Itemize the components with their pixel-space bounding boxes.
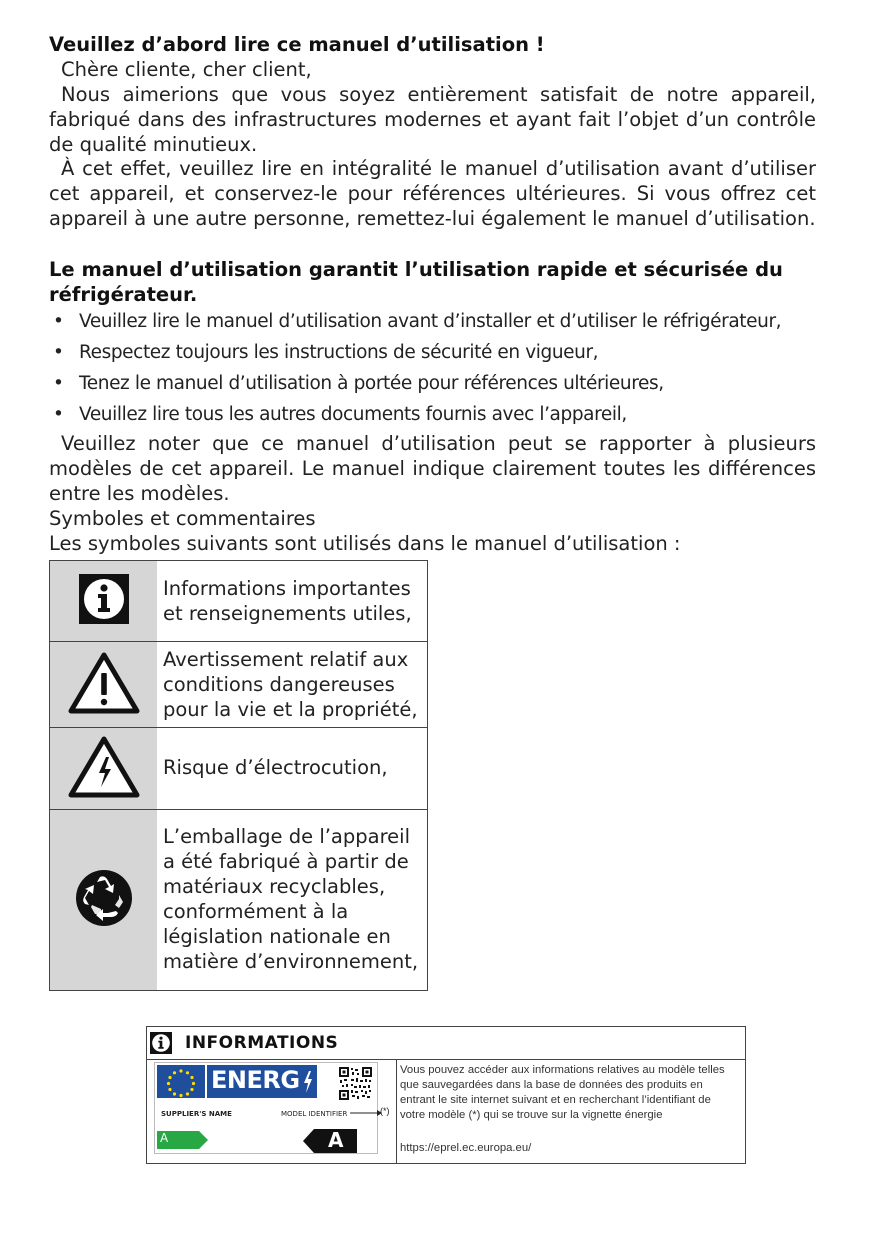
- energy-word: ENERG: [211, 1066, 300, 1094]
- bullet-text: Tenez le manuel d’utilisation à portée pour références ultérieures,: [79, 373, 664, 394]
- guide-note-text: Veuillez noter que ce manuel d’utilisation peut se rapporter à plusieurs modèles de cet appareil. Le manuel indique clairement toutes les différences entre les modèles.: [49, 432, 816, 505]
- model-identifier: MODEL IDENTIFIER: [281, 1110, 348, 1118]
- symbol-description: Risque d’électrocution,: [163, 756, 388, 779]
- bullet-item: [49, 402, 829, 433]
- info-icon: [79, 574, 129, 628]
- bullet-dot: •: [53, 404, 64, 425]
- bullet-text: Veuillez lire tous les autres documents fournis avec l’appareil,: [79, 404, 627, 425]
- symbol-description: Avertissement relatif aux conditions dangereuses pour la vie et la propriété,: [163, 648, 418, 721]
- info-icon: [150, 1032, 172, 1058]
- symbol-row: [50, 809, 427, 990]
- bullet-dot: •: [53, 373, 64, 394]
- symbols-subtitle: Les symboles suivants sont utilisés dans le manuel d’utilisation :: [49, 532, 681, 555]
- qr-code-icon: [339, 1067, 372, 1104]
- symbol-row: [50, 641, 427, 727]
- symbol-icon-cell: [50, 561, 157, 641]
- symbol-description: Informations importantes et renseignements utiles,: [163, 577, 412, 625]
- informations-text: Vous pouvez accéder aux informations relatives au modèle telles que sauvegardées dans la base de données des produits en entrant le site internet suivant et en recherchant l’identifiant de votre modèle (*) qui se trouve sur la vignette énergie: [400, 1064, 725, 1121]
- bullet-item: [49, 309, 829, 340]
- bullet-dot: •: [53, 342, 64, 363]
- symbol-row: [50, 561, 427, 641]
- symbols-title: Symboles et commentaires: [49, 507, 316, 530]
- intro-paragraph-1: [49, 82, 816, 157]
- greeting: [49, 57, 816, 82]
- intro-paragraph-1-text: Nous aimerions que vous soyez entièrement satisfait de notre appareil, fabriqué dans des infrastructures modernes et ayant fait l’objet d’un contrôle de qualité minutieux.: [49, 83, 816, 156]
- model-footnote-marker: (*): [380, 1106, 390, 1116]
- symbol-icon-cell: [50, 728, 157, 809]
- guide-heading-line-1: Le manuel d’utilisation garantit l’utilisation rapide et sécurisée du: [49, 258, 783, 281]
- symbol-row: [50, 727, 427, 809]
- symbol-icon-cell: [50, 642, 157, 727]
- guide-note: [49, 431, 816, 506]
- symbol-description: L’emballage de l’appareil a été fabriqué à partir de matériaux recyclables, conformément à la législation nationale en matière d’environnement,: [163, 825, 419, 973]
- guide-bullet-list: [49, 309, 829, 433]
- pointer-arrow: [350, 1109, 384, 1117]
- symbols-table: [49, 560, 428, 991]
- bullet-text: Veuillez lire le manuel d’utilisation avant d’installer et d’utiliser le réfrigérateur,: [79, 311, 782, 332]
- bullet-item: [49, 371, 829, 402]
- energy-class-small: A: [160, 1131, 169, 1145]
- intro-paragraph-2: [49, 156, 816, 231]
- eprel-link[interactable]: https://eprel.ec.europa.eu/: [400, 1142, 532, 1154]
- energy-class-big: A: [328, 1128, 344, 1152]
- warning-icon: [68, 651, 140, 719]
- supplier-name: SUPPLIER'S NAME: [161, 1110, 232, 1118]
- lightning-icon: [303, 1071, 313, 1097]
- informations-header: [147, 1027, 745, 1060]
- guide-heading-line-2: réfrigérateur.: [49, 283, 198, 306]
- bullet-text: Respectez toujours les instructions de sécurité en vigueur,: [79, 342, 599, 363]
- intro-paragraph-2-text: À cet effet, veuillez lire en intégralité le manuel d’utilisation avant d’utiliser cet appareil, et conservez-le pour références ultérieures. Si vous offrez cet appareil à une autre personne, remettez-lui également le manuel d’utilisation.: [49, 157, 816, 230]
- bullet-item: [49, 340, 829, 371]
- informations-box: [146, 1026, 746, 1164]
- greeting-text: Chère cliente, cher client,: [61, 58, 312, 81]
- informations-title: INFORMATIONS: [185, 1033, 339, 1053]
- energy-label: [154, 1062, 378, 1154]
- electric-shock-icon: [68, 735, 140, 803]
- bullet-dot: •: [53, 311, 64, 332]
- symbol-icon-cell: [50, 810, 157, 990]
- recycle-icon: [75, 869, 133, 931]
- main-heading: Veuillez d’abord lire ce manuel d’utilisation !: [49, 33, 545, 56]
- divider: [396, 1060, 397, 1163]
